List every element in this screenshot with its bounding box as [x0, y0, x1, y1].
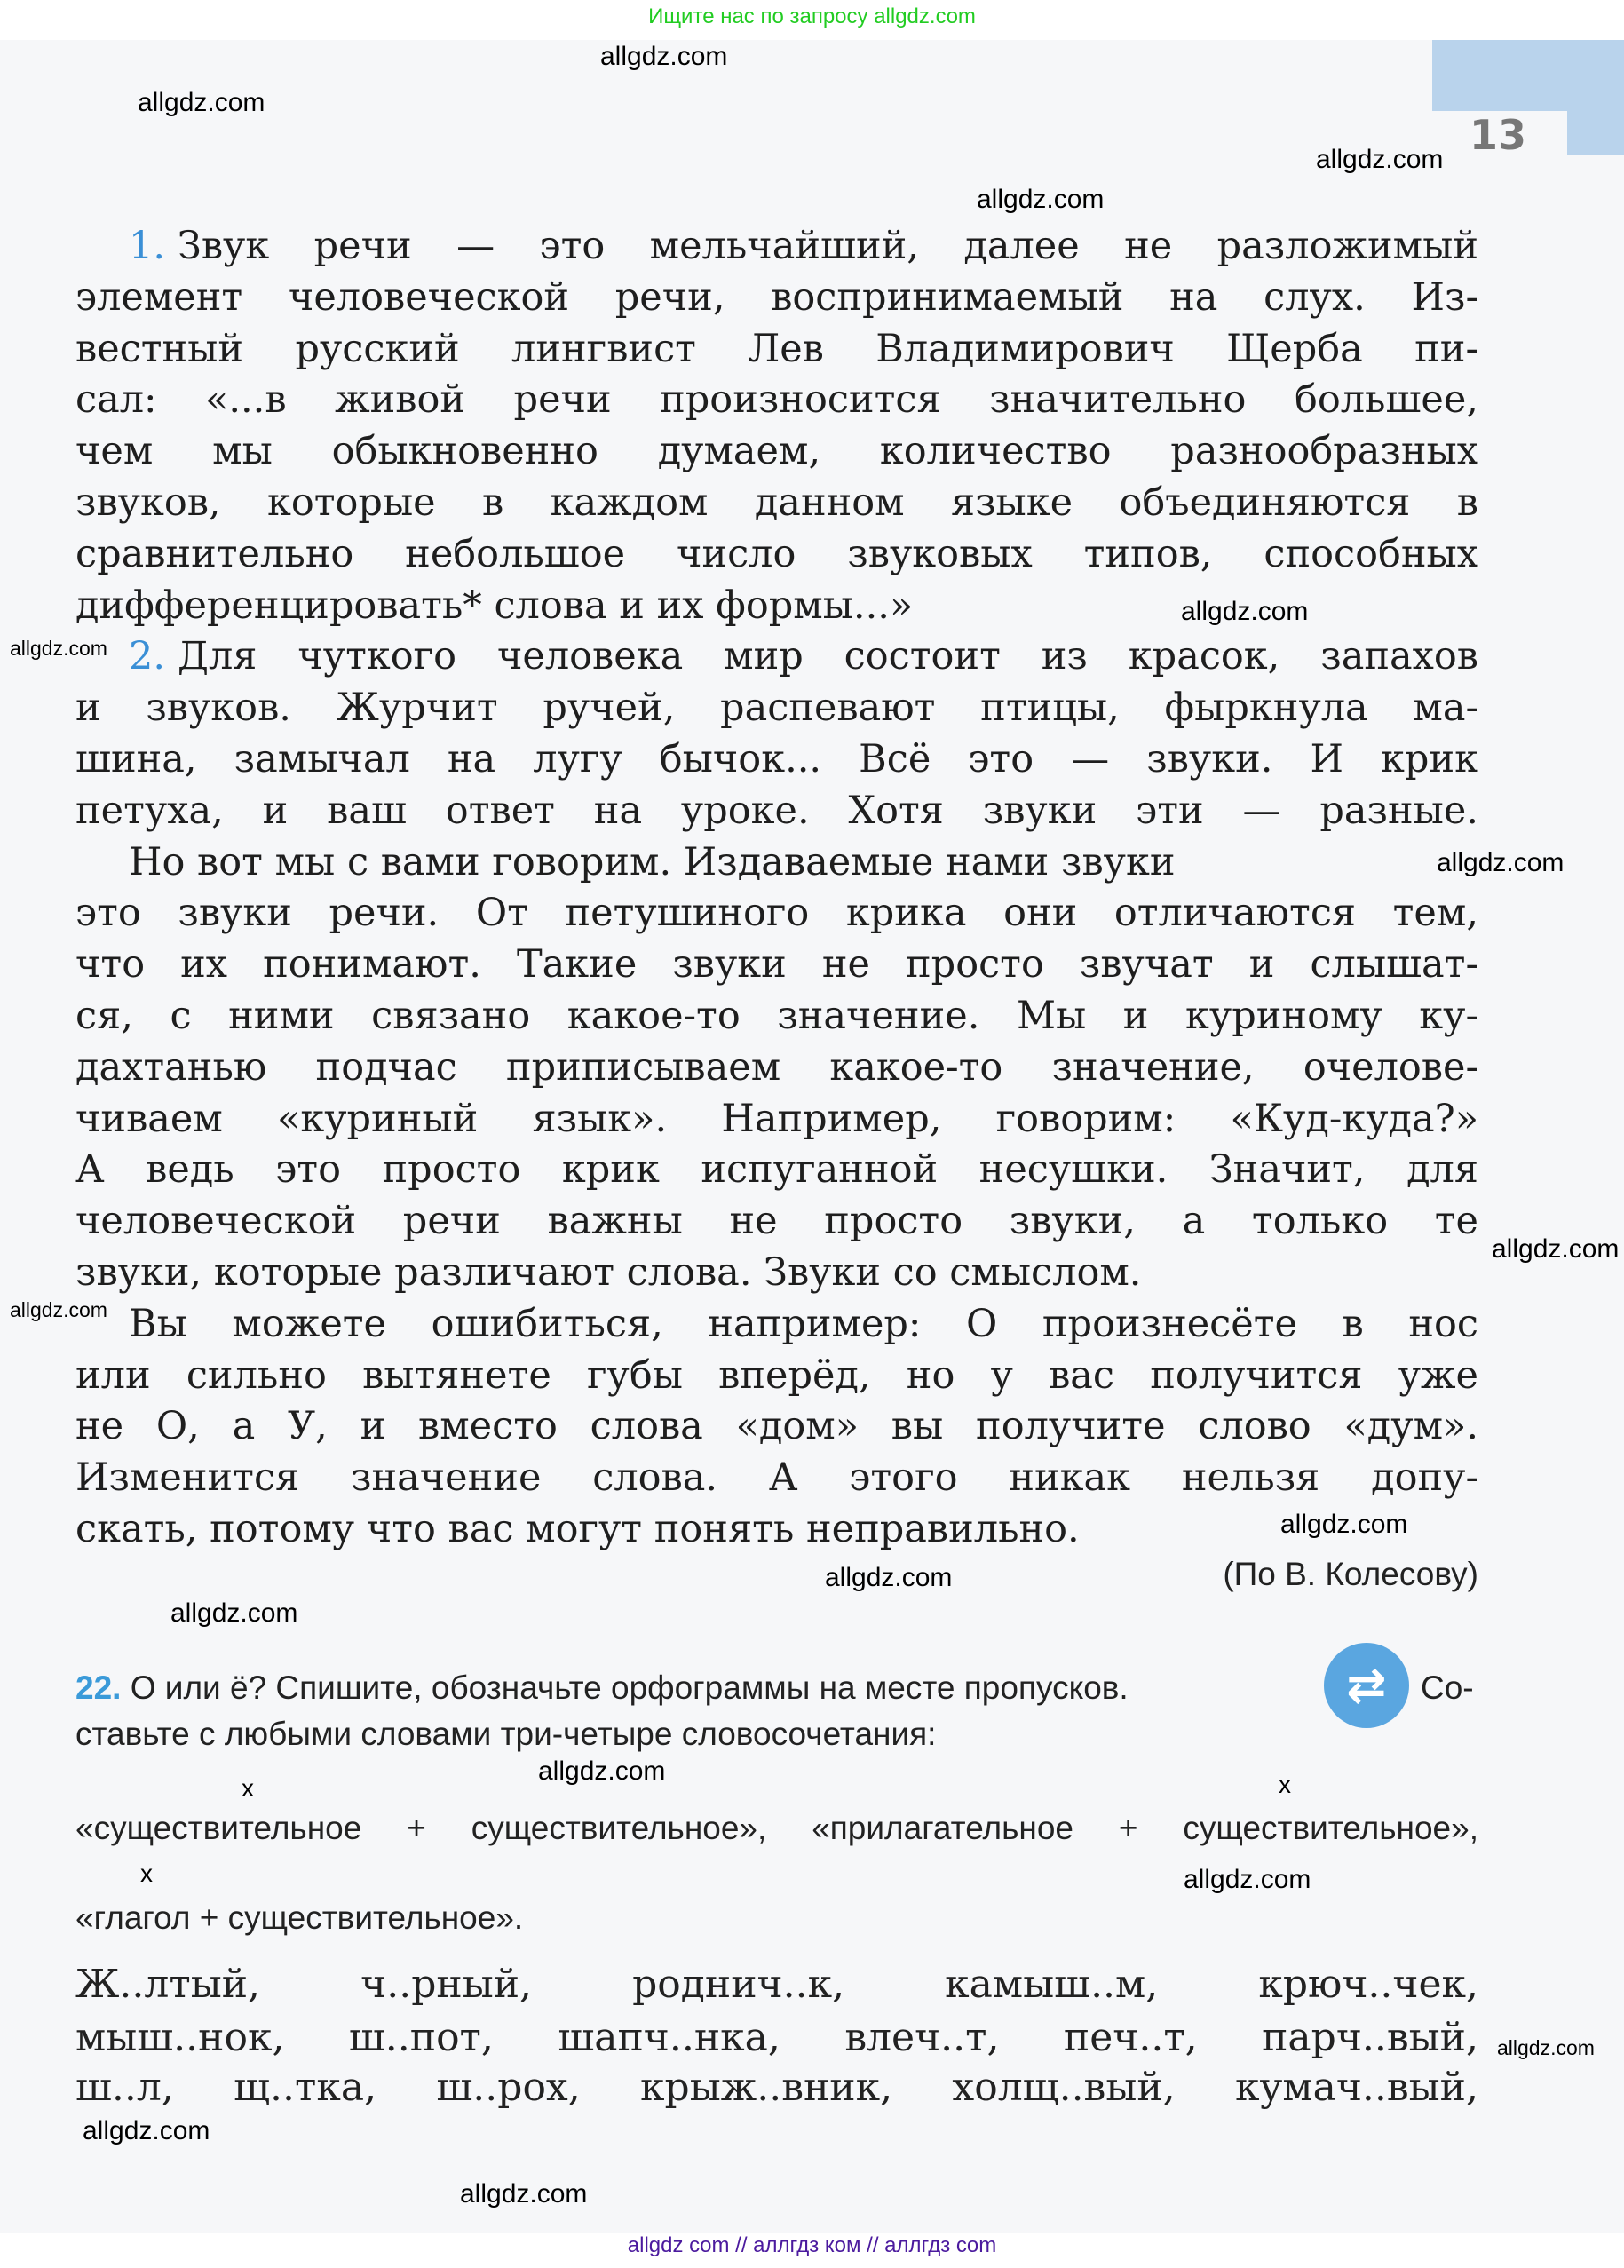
text-line	[75, 1195, 1478, 1247]
watermark: allgdz.com	[600, 42, 728, 71]
text-line-content: чиваем «куриный язык». Например, говорим: «Куд-куда?»	[75, 1096, 1478, 1141]
text-line	[129, 630, 1478, 682]
watermark: allgdz.com	[1316, 145, 1444, 174]
text-line-content: дифференцировать* слова и их формы...»	[75, 583, 914, 628]
exercise-line-2: ставьте с любыми словами три-четыре словосочетания:	[75, 1716, 937, 1752]
watermark: allgdz.com	[10, 1298, 107, 1321]
page-corner-tab	[1567, 111, 1624, 155]
swap-arrows-icon: ⇄	[1324, 1643, 1409, 1728]
text-line-content: Звук речи — это мельчайший, далее не разложимый	[178, 224, 1478, 268]
text-line	[75, 425, 1478, 477]
text-line-content: вестный русский лингвист Лев Владимирович Щерба пи-	[75, 326, 1478, 371]
text-line-content: сравнительно небольшое число звуковых типов, способных	[75, 531, 1478, 576]
exercise-number: 22.	[75, 1669, 122, 1706]
text-line-content: Но вот мы с вами говорим. Издаваемые нами звуки	[129, 839, 1176, 884]
text-line	[75, 990, 1478, 1042]
text-line	[75, 1350, 1478, 1401]
footer-links[interactable]: allgdz com // аллгдз ком // аллгдз com	[627, 2233, 997, 2257]
paragraph-number: 1.	[129, 224, 166, 268]
text-line-content: А ведь это просто крик испуганной несушки. Значит, для	[75, 1147, 1478, 1193]
text-line-content: что их понимают. Такие звуки не просто звучат и слышат-	[75, 942, 1478, 987]
text-line-content: человеческой речи важны не просто звуки, а только те	[75, 1199, 1478, 1244]
text-line	[75, 887, 1478, 939]
watermark: allgdz.com	[1280, 1510, 1408, 1539]
text-line	[129, 837, 1478, 888]
watermark: allgdz.com	[1437, 848, 1565, 877]
watermark: allgdz.com	[83, 2116, 210, 2145]
watermark: allgdz.com	[460, 2179, 588, 2209]
exercise-line-3: «существительное + существительное», «прилагательное + существительное»,	[75, 1810, 1478, 1846]
watermark: allgdz.com	[1497, 2036, 1595, 2059]
watermark: allgdz.com	[170, 1598, 298, 1628]
text-line-content: или сильно вытянете губы вперёд, но у вас получится уже	[75, 1352, 1478, 1398]
text-line	[75, 528, 1478, 580]
text-line-content: Изменится значение слова. А этого никак нельзя допу-	[75, 1455, 1478, 1501]
watermark: allgdz.com	[825, 1563, 953, 1592]
word-list-line: Ж..лтый, ч..рный, роднич..к, камыш..м, крюч..чек,	[75, 1962, 1478, 2007]
text-line	[129, 220, 1478, 272]
text-line	[129, 1298, 1478, 1350]
text-line	[75, 1042, 1478, 1093]
word-list-line: мыш..нок, ш..пот, шапч..нка, влеч..т, печ..т, парч..вый,	[75, 2015, 1478, 2060]
paragraph-number: 2.	[129, 634, 166, 679]
text-line	[75, 1247, 1478, 1298]
text-line-content: Для чуткого человека мир состоит из красок, запахов	[178, 634, 1478, 679]
text-line-content: звуков, которые в каждом данном языке объединяются в	[75, 480, 1478, 525]
stress-mark: x	[242, 1774, 254, 1802]
text-line	[75, 1452, 1478, 1503]
text-line	[75, 939, 1478, 990]
watermark: allgdz.com	[977, 185, 1105, 214]
text-line-content: ся, с ними связано какое-то значение. Мы и куриному ку-	[75, 994, 1478, 1038]
stress-mark: x	[140, 1860, 153, 1887]
text-line-content: скать, потому что вас могут понять неправильно.	[75, 1507, 1080, 1551]
watermark: allgdz.com	[1184, 1865, 1311, 1894]
watermark: allgdz.com	[1181, 597, 1309, 626]
text-line-content: Вы можете ошибиться, например: О произнесёте в нос	[129, 1301, 1478, 1346]
text-line-content: и звуков. Журчит ручей, распевают птицы, фыркнула ма-	[75, 686, 1478, 731]
text-line	[75, 323, 1478, 375]
text-line	[75, 1503, 1478, 1555]
text-line-content: не О, а У, и вместо слова «дом» вы получите слово «дум».	[75, 1404, 1478, 1449]
text-line	[75, 734, 1478, 785]
text-line-content: элемент человеческой речи, воспринимаемый на слух. Из-	[75, 274, 1478, 320]
text-line-content: дахтанью подчас приписываем какое-то значение, очелове-	[75, 1044, 1478, 1090]
page-number: 13	[1470, 111, 1527, 159]
text-line	[75, 477, 1478, 528]
text-line	[75, 374, 1478, 425]
text-line-content: петуха, и ваш ответ на уроке. Хотя звуки эти — разные.	[75, 788, 1478, 833]
exercise-line-1-end: Со-	[1421, 1669, 1474, 1706]
exercise-instruction: О или ё? Спишите, обозначьте орфограммы на месте пропусков.	[130, 1669, 1129, 1706]
watermark: allgdz.com	[10, 637, 107, 660]
text-line	[75, 1144, 1478, 1195]
watermark: allgdz.com	[1492, 1234, 1620, 1264]
page-corner-tab	[1432, 40, 1624, 111]
text-line-content: чем мы обыкновенно думаем, количество разнообразных	[75, 429, 1478, 474]
text-line-content: шина, замычал на лугу бычок... Всё это — звуки. И крик	[75, 737, 1478, 781]
text-line-content: звуки, которые различают слова. Звуки со смыслом.	[75, 1250, 1142, 1295]
search-banner[interactable]: Ищите нас по запросу allgdz.com	[648, 4, 976, 28]
text-line	[75, 272, 1478, 323]
watermark: allgdz.com	[538, 1757, 666, 1786]
source-attribution: (По В. Колесову)	[1223, 1556, 1478, 1592]
word-list-line: ш..л, щ..тка, ш..рох, крыж..вник, холщ..вый, кумач..вый,	[75, 2065, 1478, 2110]
text-line-content: это звуки речи. От петушиного крика они отличаются тем,	[75, 891, 1478, 936]
stress-mark: x	[1279, 1771, 1291, 1798]
text-line	[75, 785, 1478, 837]
text-line	[75, 1400, 1478, 1452]
watermark: allgdz.com	[138, 88, 265, 117]
text-line	[75, 1093, 1478, 1145]
text-line-content: сал: «...в живой речи произносится значительно большее,	[75, 377, 1478, 423]
text-line	[75, 682, 1478, 734]
exercise-line-1	[75, 1666, 1478, 1710]
exercise-line-4: «глагол + существительное».	[75, 1899, 524, 1936]
